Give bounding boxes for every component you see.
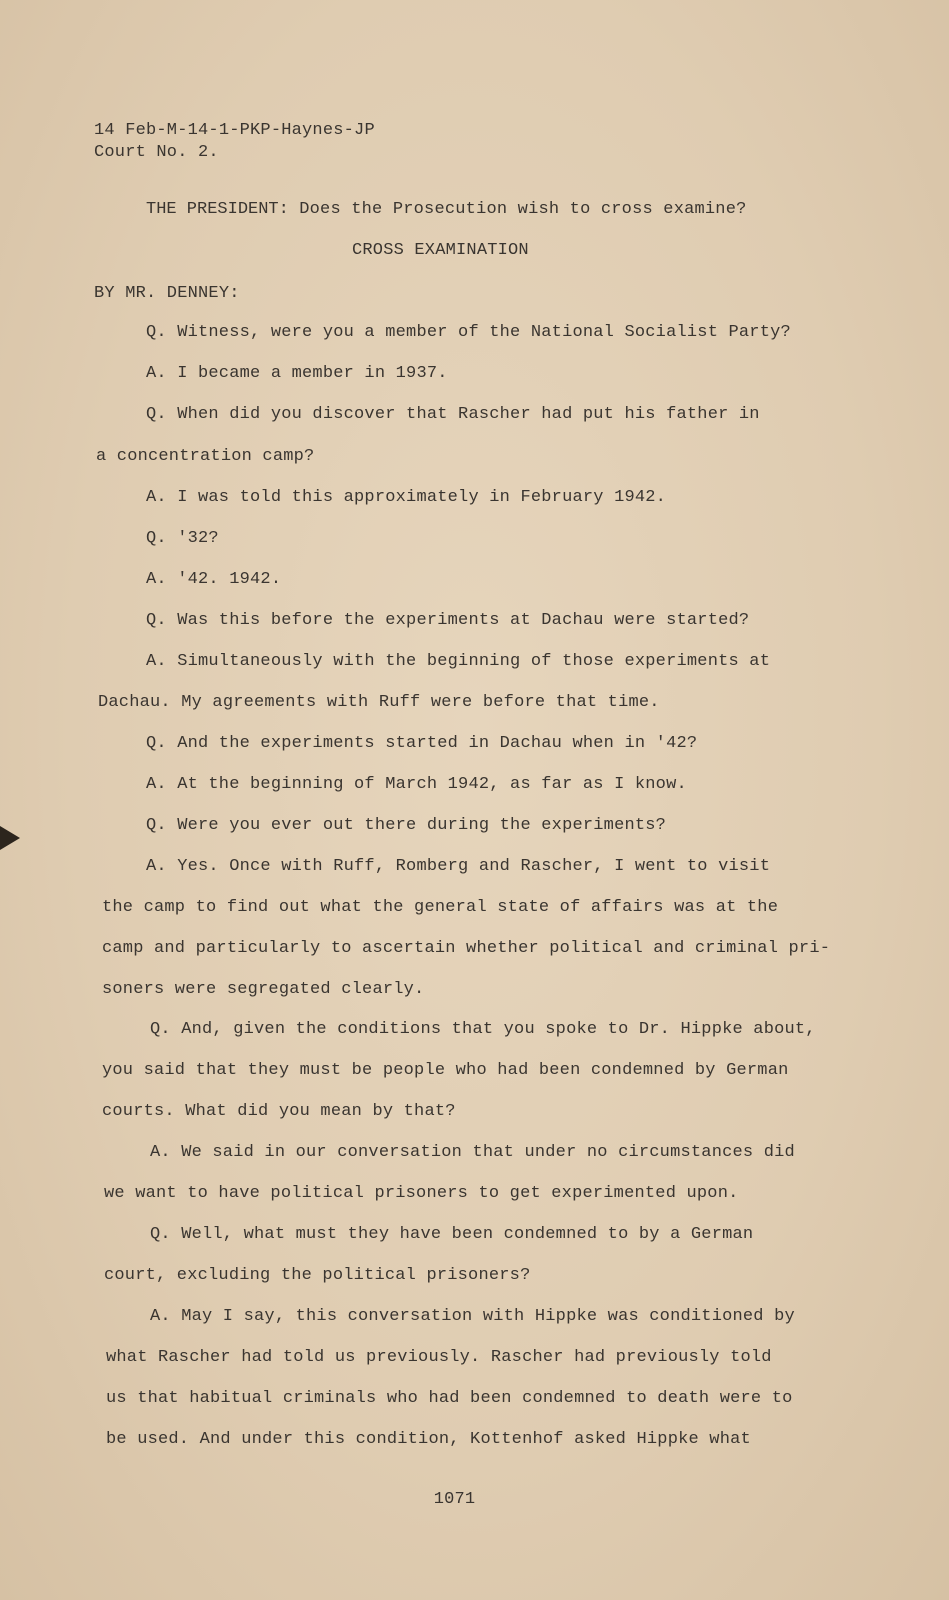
transcript-line: A. I became a member in 1937. <box>146 364 448 383</box>
transcript-line: the camp to find out what the general state of affairs was at the <box>102 898 779 917</box>
transcript-line: A. I was told this approximately in February 1942. <box>146 488 667 507</box>
transcript-line: a concentration camp? <box>96 447 315 466</box>
document-header <box>94 120 375 164</box>
transcript-line: courts. What did you mean by that? <box>102 1102 456 1121</box>
binding-hole-mark <box>0 826 20 850</box>
president-question <box>146 200 747 219</box>
transcript-line: Dachau. My agreements with Ruff were before that time. <box>98 693 660 712</box>
transcript-line: we want to have political prisoners to get experimented upon. <box>104 1184 739 1203</box>
transcript-line: Q. Were you ever out there during the experiments? <box>146 816 667 835</box>
transcript-line: us that habitual criminals who had been condemned to death were to <box>106 1389 793 1408</box>
transcript-line: Q. And the experiments started in Dachau when in '42? <box>146 734 698 753</box>
transcript-line: Q. And, given the conditions that you spoke to Dr. Hippke about, <box>150 1020 816 1039</box>
header-court: Court No. 2. <box>94 143 219 162</box>
speaker-label: THE PRESIDENT: <box>146 200 289 219</box>
transcript-line: A. May I say, this conversation with Hippke was conditioned by <box>150 1307 795 1326</box>
transcript-line: A. Simultaneously with the beginning of those experiments at <box>146 652 771 671</box>
transcript-line: Q. Witness, were you a member of the National Socialist Party? <box>146 323 791 342</box>
section-title: CROSS EXAMINATION <box>352 241 529 260</box>
transcript-line: you said that they must be people who had been condemned by German <box>102 1061 789 1080</box>
transcript-line: A. Yes. Once with Ruff, Romberg and Rascher, I went to visit <box>146 857 771 876</box>
transcript-line: Q. '32? <box>146 529 219 548</box>
transcript-line: A. '42. 1942. <box>146 570 282 589</box>
transcript-line: be used. And under this condition, Kottenhof asked Hippke what <box>106 1430 751 1449</box>
transcript-line: A. At the beginning of March 1942, as far as I know. <box>146 775 687 794</box>
president-question-text: Does the Prosecution wish to cross examine? <box>299 200 747 219</box>
page-number: 1071 <box>433 1490 476 1509</box>
transcript-line: soners were segregated clearly. <box>102 980 425 999</box>
transcript-line: what Rascher had told us previously. Rascher had previously told <box>106 1348 772 1367</box>
examiner-label: BY MR. DENNEY: <box>94 284 240 303</box>
transcript-line: A. We said in our conversation that under no circumstances did <box>150 1143 795 1162</box>
transcript-line: camp and particularly to ascertain whether political and criminal pri- <box>102 939 831 958</box>
transcript-line: Q. Well, what must they have been condemned to by a German <box>150 1225 754 1244</box>
transcript-line: Q. When did you discover that Rascher had put his father in <box>146 405 760 424</box>
transcript-line: Q. Was this before the experiments at Dachau were started? <box>146 611 750 630</box>
header-reference: 14 Feb-M-14-1-PKP-Haynes-JP <box>94 121 375 140</box>
transcript-line: court, excluding the political prisoners? <box>104 1266 531 1285</box>
